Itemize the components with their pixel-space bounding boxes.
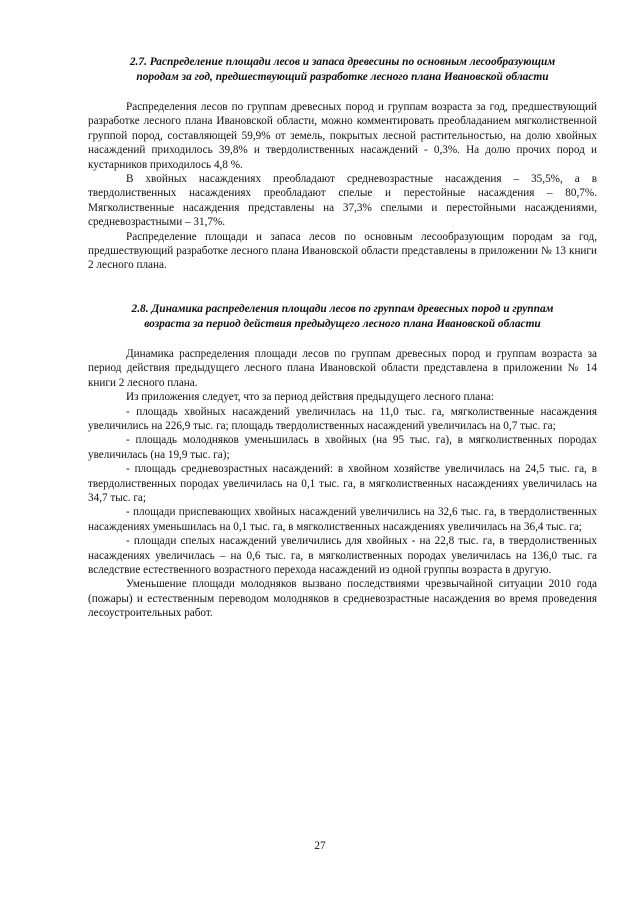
section-2-8 <box>88 302 597 621</box>
heading-line: породам за год, предшествующий разработке лесного плана Ивановской области <box>136 71 549 83</box>
section-2-7-heading <box>88 55 597 85</box>
page-number: 27 <box>314 840 326 852</box>
list-item: - площади спелых насаждений увеличились для хвойных - на 22,8 тыс. га, в твердолиственных насаждениях увеличилась – на 0,6 тыс. га, в мягколиственных породах увеличилась на 136,0 тыс. га вследствие естественного возрастного перехода насаждений из одной группы возраста в другую. <box>88 535 597 576</box>
section-2-7 <box>88 55 597 273</box>
paragraph: Из приложения следует, что за период действия предыдущего лесного плана: <box>126 391 495 404</box>
paragraph: Уменьшение площади молодняков вызвано последствиями чрезвычайной ситуации 2010 года (пожары) и естественным переводом молодняков в средневозрастные насаждения во время проведения лесоустроительных работ. <box>88 578 597 620</box>
list-item: - площадь хвойных насаждений увеличилась на 11,0 тыс. га, мягколиственные насаждения увеличились на 226,9 тыс. га; площадь твердолиственных насаждений увеличилась на 0,7 тыс. га; <box>88 405 597 432</box>
paragraph: Динамика распределения площади лесов по группам древесных пород и группам возраста за период действия предыдущего лесного плана Ивановской области представлена в приложении № 14 книги 2 лесного плана. <box>88 347 597 389</box>
list-item: - площади приспевающих хвойных насаждений увеличились на 32,6 тыс. га, в твердолиственных насаждениях уменьшилась на 0,1 тыс. га, в мягколиственных насаждениях увеличилась на 36,4 тыс. га; <box>88 506 597 533</box>
heading-line: 2.8. Динамика распределения площади лесов по группам древесных пород и группам <box>131 302 554 315</box>
paragraph: Распределения лесов по группам древесных пород и группам возраста за год, предшествующий разработке лесного плана Ивановской области, можно комментировать преобладанием мягколиственной группой пород, составляющей 59,9% от земель, покрытых лесной растительностью, на долю хвойных насаждений приходилось 39,8% и твердолиственных насаждений - 0,3%. На долю прочих пород и кустарников приходилось 4,8 %. <box>88 101 597 171</box>
heading-line: возраста за период действия предыдущего лесного плана Ивановской области <box>144 317 541 330</box>
document-page <box>88 55 597 636</box>
paragraph: Распределение площади и запаса лесов по основным лесообразующим породам за год, предшествующий разработке лесного плана Ивановской области представлены в приложении № 13 книги 2 лесного плана. <box>88 230 597 272</box>
section-2-8-heading <box>88 302 597 332</box>
heading-line: 2.7. Распределение площади лесов и запаса древесины по основным лесообразующим <box>129 56 556 68</box>
list-item: - площадь молодняков уменьшилась в хвойных (на 95 тыс. га), в мягколиственных породах увеличилась (на 19,9 тыс. га); <box>88 434 597 461</box>
paragraph: В хвойных насаждениях преобладают средневозрастные насаждения – 35,5%, а в твердолиственных насаждениях преобладают спелые и перестойные насаждения – 80,7%. Мягколиственные насаждения представлены на 37,3% спелыми и перестойными насаждениями, средневозрастными – 31,7%. <box>88 173 597 229</box>
list-item: - площадь средневозрастных насаждений: в хвойном хозяйстве увеличилась на 24,5 тыс. га, в твердолиственных породах увеличилась на 0,1 тыс. га, в мягколиственных насаждениях увеличилась на 34,7 тыс. га; <box>88 463 597 504</box>
